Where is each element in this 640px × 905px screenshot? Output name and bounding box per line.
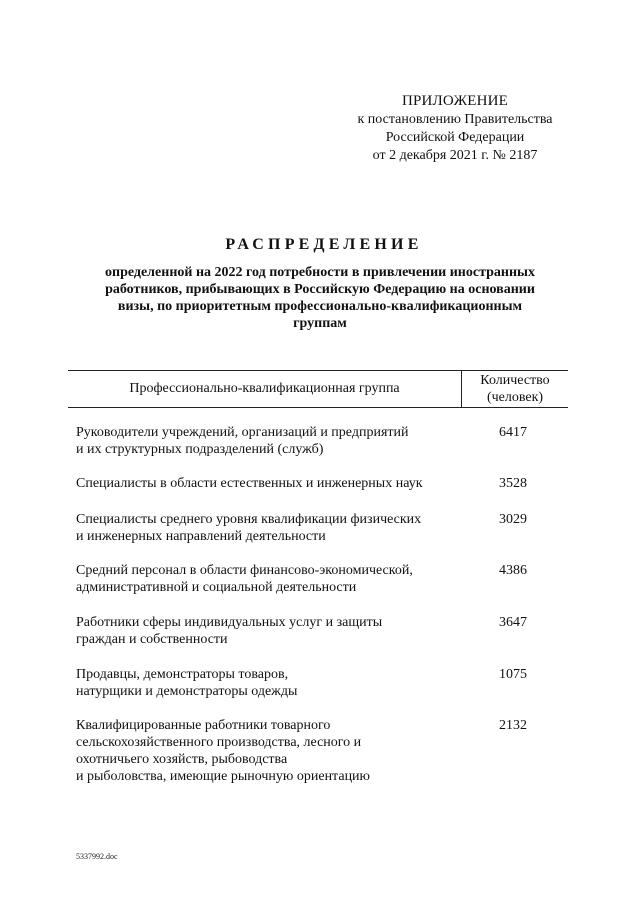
- appendix-line: к постановлению Правительства: [357, 112, 553, 127]
- row-group-line: охотничьего хозяйств, рыбоводства: [76, 752, 288, 767]
- row-quantity: 1075: [499, 667, 527, 682]
- row-group-name: [76, 424, 466, 458]
- row-quantity: 2132: [499, 718, 527, 733]
- table-header-rule: [68, 407, 568, 408]
- row-quantity: 6417: [499, 425, 527, 440]
- document-file-code: 5337992.doc: [76, 852, 118, 861]
- row-quantity: 3029: [499, 512, 527, 527]
- subtitle-line: группам: [293, 316, 347, 331]
- row-group-line: и рыболовства, имеющие рыночную ориентацию: [76, 769, 371, 784]
- header-quantity-column: [462, 372, 568, 406]
- appendix-line: Российской Федерации: [385, 130, 525, 145]
- document-subtitle: [85, 264, 555, 332]
- row-group-name: [76, 511, 466, 545]
- appendix-line: от 2 декабря 2021 г. № 2187: [372, 148, 538, 163]
- header-quantity-line: Количество: [480, 373, 550, 388]
- appendix-title: ПРИЛОЖЕНИЕ: [401, 93, 509, 109]
- row-group-line: граждан и собственности: [76, 632, 228, 647]
- header-group-column: Профессионально-квалификационная группа: [129, 381, 400, 396]
- row-group-line: Специалисты среднего уровня квалификации физических: [76, 512, 422, 527]
- row-group-line: Средний персонал в области финансово-экономической,: [76, 563, 413, 578]
- row-group-line: и их структурных подразделений (служб): [76, 442, 324, 457]
- row-group-line: административной и социальной деятельности: [76, 580, 357, 595]
- row-group-name: [76, 562, 466, 596]
- row-group-line: Квалифицированные работники товарного: [76, 718, 331, 733]
- row-quantity: 3528: [499, 476, 527, 491]
- row-group-line: Продавцы, демонстраторы товаров,: [76, 667, 289, 682]
- row-group-name: [76, 614, 466, 648]
- row-group-name: [76, 717, 466, 785]
- row-group-line: натурщики и демонстраторы одежды: [76, 684, 298, 699]
- row-group-line: Специалисты в области естественных и инженерных наук: [76, 476, 423, 491]
- subtitle-line: визы, по приоритетным профессионально-квалификационным: [117, 299, 523, 314]
- row-group-line: и инженерных направлений деятельности: [76, 529, 326, 544]
- table-top-rule: [68, 370, 568, 371]
- header-quantity-line: (человек): [486, 390, 544, 405]
- row-group-name: [76, 666, 466, 700]
- row-group-line: сельскохозяйственного производства, лесного и: [76, 735, 362, 750]
- document-title: РАСПРЕДЕЛЕНИЕ: [225, 236, 423, 253]
- row-quantity: 4386: [499, 563, 527, 578]
- appendix-block: [330, 92, 580, 165]
- row-group-line: Работники сферы индивидуальных услуг и защиты: [76, 615, 383, 630]
- subtitle-line: определенной на 2022 год потребности в привлечении иностранных: [105, 265, 535, 280]
- subtitle-line: работников, прибывающих в Российскую Федерацию на основании: [105, 282, 535, 297]
- row-group-line: Руководители учреждений, организаций и предприятий: [76, 425, 409, 440]
- row-quantity: 3647: [499, 615, 527, 630]
- row-group-name: [76, 475, 466, 492]
